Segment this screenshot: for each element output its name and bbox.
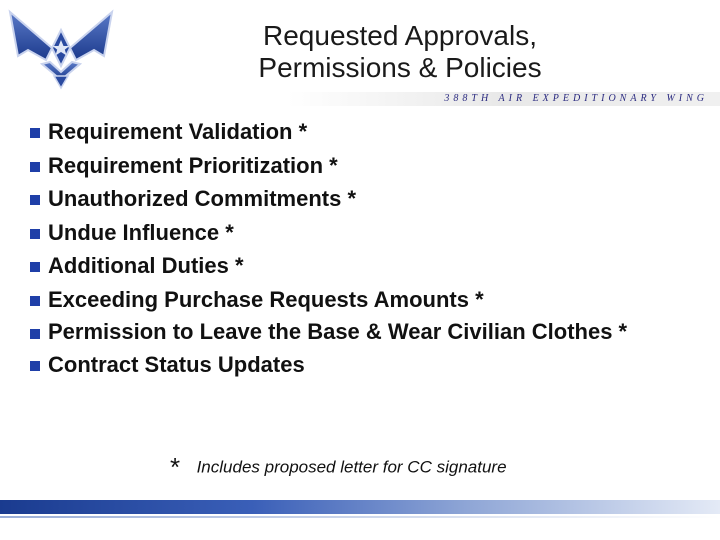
footnote xyxy=(170,452,507,483)
title-line-1: Requested Approvals, xyxy=(263,20,537,51)
bullet-item xyxy=(30,251,690,281)
square-bullet-icon xyxy=(30,128,40,138)
square-bullet-icon xyxy=(30,296,40,306)
title-line-2: Permissions & Policies xyxy=(258,52,542,83)
square-bullet-icon xyxy=(30,195,40,205)
bullet-list xyxy=(30,117,690,383)
footnote-asterisk: * xyxy=(170,452,181,482)
square-bullet-icon xyxy=(30,229,40,239)
bullet-text: Undue Influence * xyxy=(48,219,234,245)
bullet-item xyxy=(30,318,690,346)
footnote-text: Includes proposed letter for CC signature xyxy=(196,457,507,477)
bullet-item xyxy=(30,184,690,214)
bullet-text: Exceeding Purchase Requests Amounts * xyxy=(48,286,484,312)
bullet-item xyxy=(30,350,690,380)
slide-title xyxy=(180,20,620,84)
bullet-text: Requirement Validation * xyxy=(48,119,308,144)
bullet-item xyxy=(30,117,690,147)
footer-gradient-bar xyxy=(0,500,720,514)
air-force-logo-icon xyxy=(6,4,116,92)
square-bullet-icon xyxy=(30,361,40,371)
bullet-item xyxy=(30,218,690,248)
bullet-text: Permission to Leave the Base & Wear Civilian Clothes * xyxy=(48,319,628,344)
square-bullet-icon xyxy=(30,162,40,172)
bullet-item xyxy=(30,285,690,315)
bullet-text: Additional Duties * xyxy=(48,253,244,278)
square-bullet-icon xyxy=(30,262,40,272)
footer-rule xyxy=(0,516,720,518)
bullet-text: Unauthorized Commitments * xyxy=(48,186,357,211)
bullet-text: Requirement Prioritization * xyxy=(48,152,338,178)
wing-label: 388TH AIR EXPEDITIONARY WING xyxy=(444,93,708,104)
bullet-item xyxy=(30,151,690,181)
square-bullet-icon xyxy=(30,329,40,339)
bullet-text: Contract Status Updates xyxy=(48,351,305,377)
